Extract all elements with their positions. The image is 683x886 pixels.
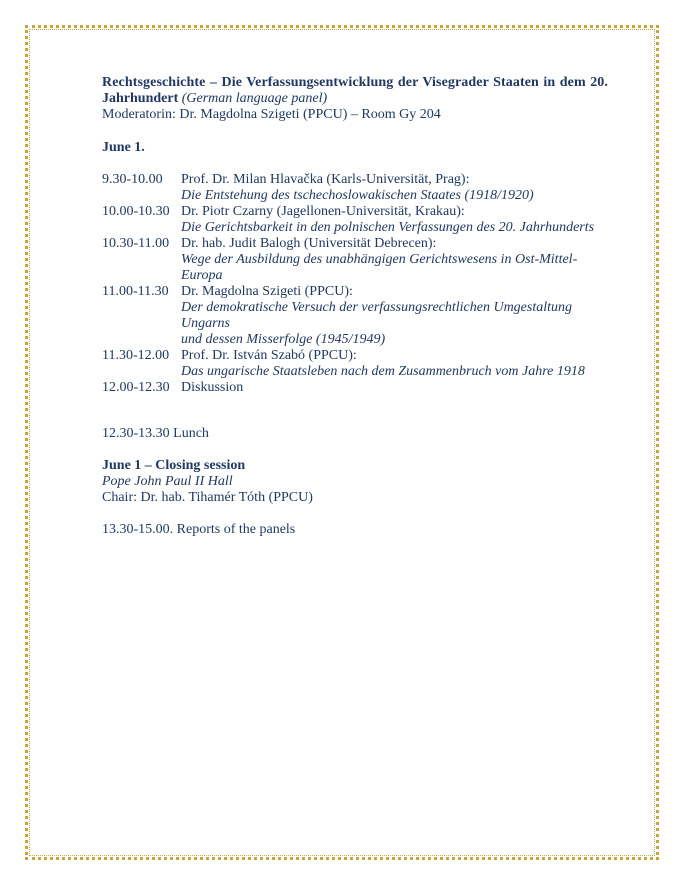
closing-session-heading: June 1 – Closing session <box>102 458 246 473</box>
schedule-topic: Der demokratische Versuch der verfassungsrechtlichen Umgestaltung Ungarns <box>181 300 573 331</box>
document-content <box>102 75 608 538</box>
schedule-topic: Die Gerichtsbarkeit in den polnischen Verfassungen des 20. Jahrhunderts <box>181 220 595 235</box>
schedule-topic: Wege der Ausbildung des unabhängigen Gerichtswesens in Ost-Mittel-Europa <box>181 252 578 283</box>
schedule-topic: und dessen Misserfolge (1945/1949) <box>181 332 386 347</box>
schedule-time: 12.00-12.30 <box>102 380 170 395</box>
schedule-item <box>102 348 608 380</box>
reports-line: 13.30-15.00. Reports of the panels <box>102 522 296 537</box>
schedule-item <box>102 236 608 284</box>
schedule-time: 10.00-10.30 <box>102 204 170 219</box>
day-heading: June 1. <box>102 140 145 155</box>
schedule-time: 11.00-11.30 <box>102 284 169 299</box>
schedule-details <box>181 204 608 236</box>
panel-title-line-2 <box>102 91 608 107</box>
schedule-details <box>181 172 608 204</box>
schedule-time: 11.30-12.00 <box>102 348 170 363</box>
panel-title-line-1: Rechtsgeschichte – Die Verfassungsentwicklung der Visegrader Staaten in dem 20. <box>102 75 608 90</box>
schedule-speaker: Dr. hab. Judit Balogh (Universität Debrecen): <box>181 236 437 251</box>
moderator-line: Moderatorin: Dr. Magdolna Szigeti (PPCU) – Room Gy 204 <box>102 107 441 122</box>
schedule-speaker: Diskussion <box>181 380 244 395</box>
closing-chair: Chair: Dr. hab. Tihamér Tóth (PPCU) <box>102 490 313 505</box>
schedule-item <box>102 380 608 396</box>
schedule-details <box>181 348 608 380</box>
schedule-speaker: Dr. Piotr Czarny (Jagellonen-Universität, Krakau): <box>181 204 465 219</box>
schedule-item <box>102 172 608 204</box>
lunch-line: 12.30-13.30 Lunch <box>102 426 209 441</box>
schedule-details <box>181 380 608 396</box>
schedule-list <box>102 172 608 396</box>
schedule-item <box>102 204 608 236</box>
schedule-time: 10.30-11.00 <box>102 236 170 251</box>
closing-venue: Pope John Paul II Hall <box>102 474 233 489</box>
schedule-speaker: Prof. Dr. Milan Hlavačka (Karls-Universität, Prag): <box>181 172 470 187</box>
schedule-topic: Das ungarische Staatsleben nach dem Zusammenbruch vom Jahre 1918 <box>181 364 585 379</box>
panel-title-end: Jahrhundert <box>102 91 179 106</box>
schedule-time: 9.30-10.00 <box>102 172 163 187</box>
schedule-topic: Die Entstehung des tschechoslowakischen Staates (1918/1920) <box>181 188 534 203</box>
schedule-item <box>102 284 608 348</box>
schedule-details <box>181 284 608 348</box>
schedule-details <box>181 236 608 284</box>
language-note: (German language panel) <box>181 91 328 106</box>
schedule-speaker: Dr. Magdolna Szigeti (PPCU): <box>181 284 353 299</box>
schedule-speaker: Prof. Dr. István Szabó (PPCU): <box>181 348 357 363</box>
